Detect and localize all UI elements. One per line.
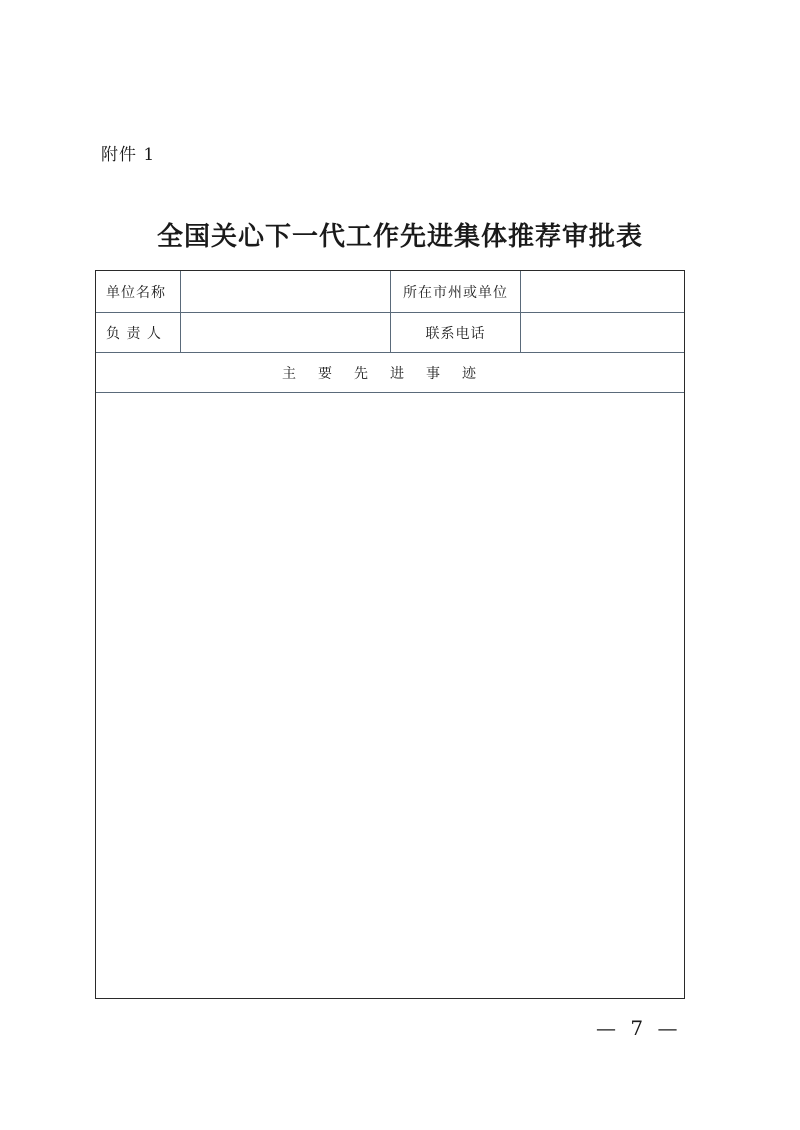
document-title: 全国关心下一代工作先进集体推荐审批表 <box>156 222 643 252</box>
achievements-field[interactable] <box>96 393 684 998</box>
leader-field[interactable] <box>181 313 391 352</box>
city-unit-label: 所在市州或单位 <box>391 271 521 312</box>
unit-name-label: 单位名称 <box>96 271 181 312</box>
unit-name-field[interactable] <box>181 271 391 312</box>
city-unit-field[interactable] <box>521 271 684 312</box>
attachment-label: 附件 1 <box>101 145 156 165</box>
recommendation-form-table <box>95 270 685 999</box>
leader-label: 负 责 人 <box>96 313 181 352</box>
form-row-unit <box>96 271 684 313</box>
form-row-leader <box>96 313 684 353</box>
phone-label: 联系电话 <box>391 313 521 352</box>
section-title: 主要先进事迹 <box>282 366 498 382</box>
page-number: — 7 — <box>596 1016 682 1040</box>
phone-field[interactable] <box>521 313 684 352</box>
